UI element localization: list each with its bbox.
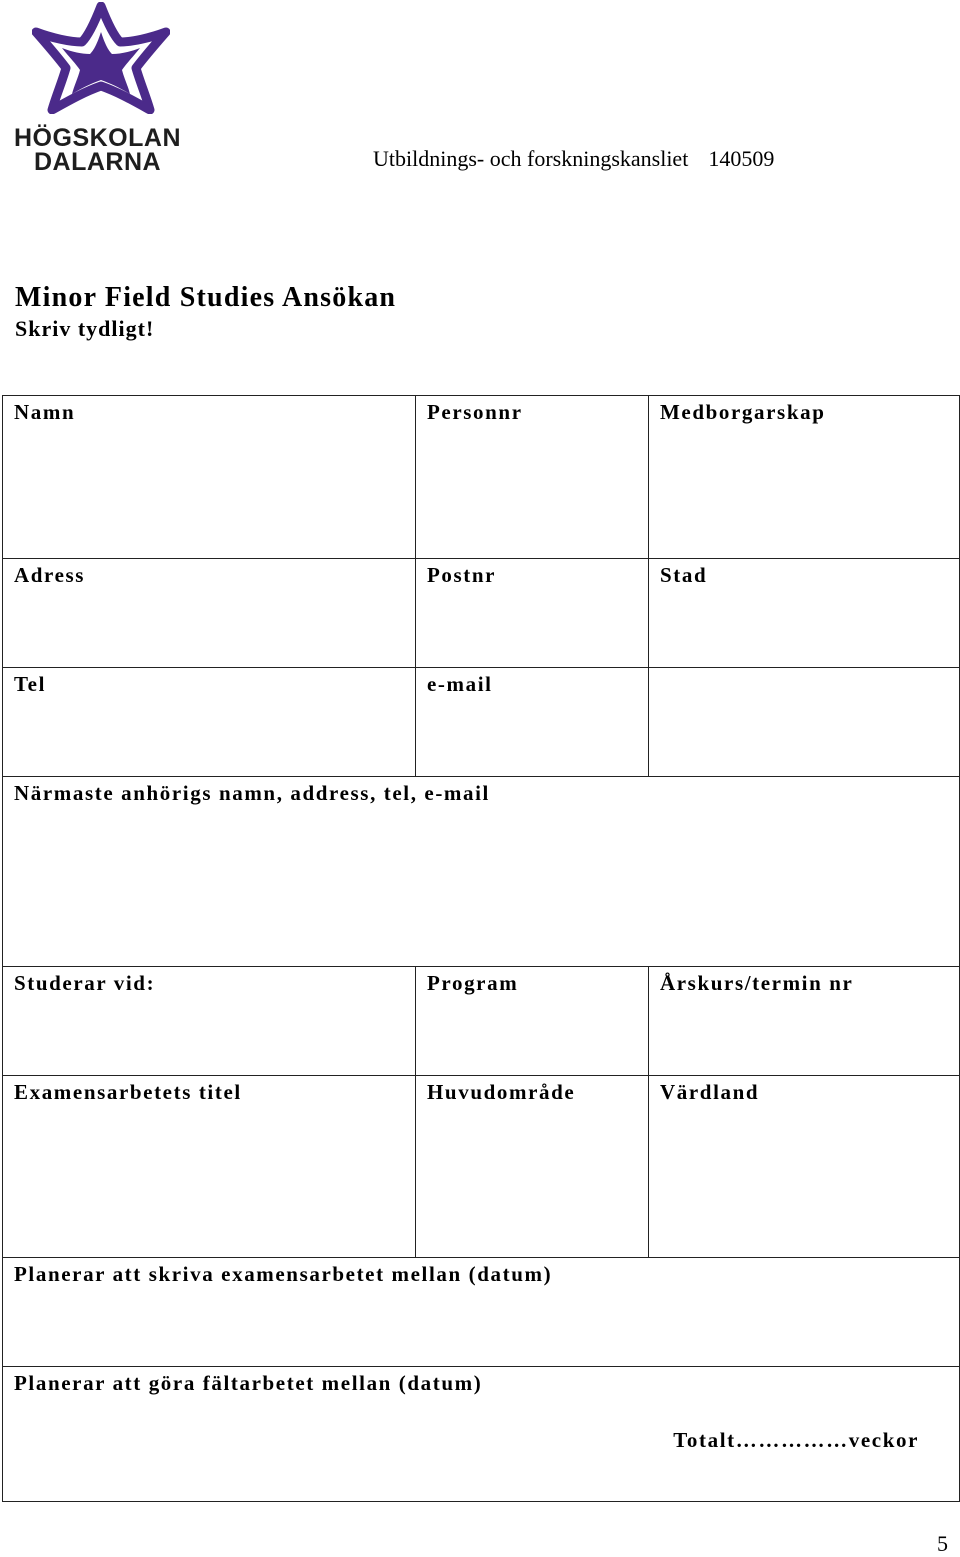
field-name-label: Namn bbox=[14, 400, 76, 424]
form-row-thesis bbox=[3, 1076, 960, 1258]
hogskolan-dalarna-logo bbox=[14, 2, 186, 174]
page-number: 5 bbox=[937, 1531, 948, 1556]
field-citizenship[interactable] bbox=[649, 396, 960, 559]
form-row-address bbox=[3, 559, 960, 668]
field-thesis-title[interactable] bbox=[3, 1076, 416, 1258]
form-row-studies bbox=[3, 967, 960, 1076]
field-city-label: Stad bbox=[660, 563, 708, 587]
field-main-field[interactable] bbox=[416, 1076, 649, 1258]
field-name[interactable] bbox=[3, 396, 416, 559]
field-next-of-kin[interactable] bbox=[3, 777, 960, 967]
field-main-field-label: Huvudområde bbox=[427, 1080, 576, 1104]
field-year-label: Årskurs/termin nr bbox=[660, 971, 854, 995]
field-host-country-label: Värdland bbox=[660, 1080, 760, 1104]
field-personnr[interactable] bbox=[416, 396, 649, 559]
field-empty bbox=[649, 668, 960, 777]
field-thesis-dates-label: Planerar att skriva examensarbetet mellan (datum) bbox=[14, 1262, 553, 1286]
logo-text-line1: HÖGSKOLAN bbox=[14, 124, 181, 152]
field-fieldwork-dates-label: Planerar att göra fältarbetet mellan (datum) bbox=[14, 1371, 483, 1395]
field-studies-at-label: Studerar vid: bbox=[14, 971, 156, 995]
field-email-label: e-mail bbox=[427, 672, 493, 696]
form-row-contact bbox=[3, 668, 960, 777]
header-info bbox=[373, 146, 774, 172]
total-weeks-label: Totalt……………veckor bbox=[673, 1428, 919, 1452]
field-host-country[interactable] bbox=[649, 1076, 960, 1258]
field-city[interactable] bbox=[649, 559, 960, 668]
field-fieldwork-dates[interactable] bbox=[3, 1367, 960, 1502]
form-row-next-of-kin bbox=[3, 777, 960, 967]
field-thesis-title-label: Examensarbetets titel bbox=[14, 1080, 242, 1104]
page-title: Minor Field Studies Ansökan bbox=[15, 282, 397, 313]
document-date: 140509 bbox=[708, 146, 775, 171]
field-year[interactable] bbox=[649, 967, 960, 1076]
field-address-label: Adress bbox=[14, 563, 86, 587]
field-postnr[interactable] bbox=[416, 559, 649, 668]
application-form bbox=[2, 395, 960, 1502]
star-logo-icon bbox=[32, 2, 170, 114]
form-row-fieldwork bbox=[3, 1367, 960, 1502]
field-email[interactable] bbox=[416, 668, 649, 777]
field-studies-at[interactable] bbox=[3, 967, 416, 1076]
department-name: Utbildnings- och forskningskansliet bbox=[373, 146, 689, 171]
logo-text-line2: DALARNA bbox=[34, 148, 162, 176]
field-personnr-label: Personnr bbox=[427, 400, 523, 424]
field-next-of-kin-label: Närmaste anhörigs namn, address, tel, e-mail bbox=[14, 781, 490, 805]
field-address[interactable] bbox=[3, 559, 416, 668]
field-postnr-label: Postnr bbox=[427, 563, 497, 587]
form-row-thesis-dates bbox=[3, 1258, 960, 1367]
form-row-identity bbox=[3, 396, 960, 559]
field-citizenship-label: Medborgarskap bbox=[660, 400, 826, 424]
field-program-label: Program bbox=[427, 971, 519, 995]
field-thesis-dates[interactable] bbox=[3, 1258, 960, 1367]
field-tel[interactable] bbox=[3, 668, 416, 777]
field-program[interactable] bbox=[416, 967, 649, 1076]
page-subtitle: Skriv tydligt! bbox=[15, 316, 155, 341]
field-tel-label: Tel bbox=[14, 672, 47, 696]
